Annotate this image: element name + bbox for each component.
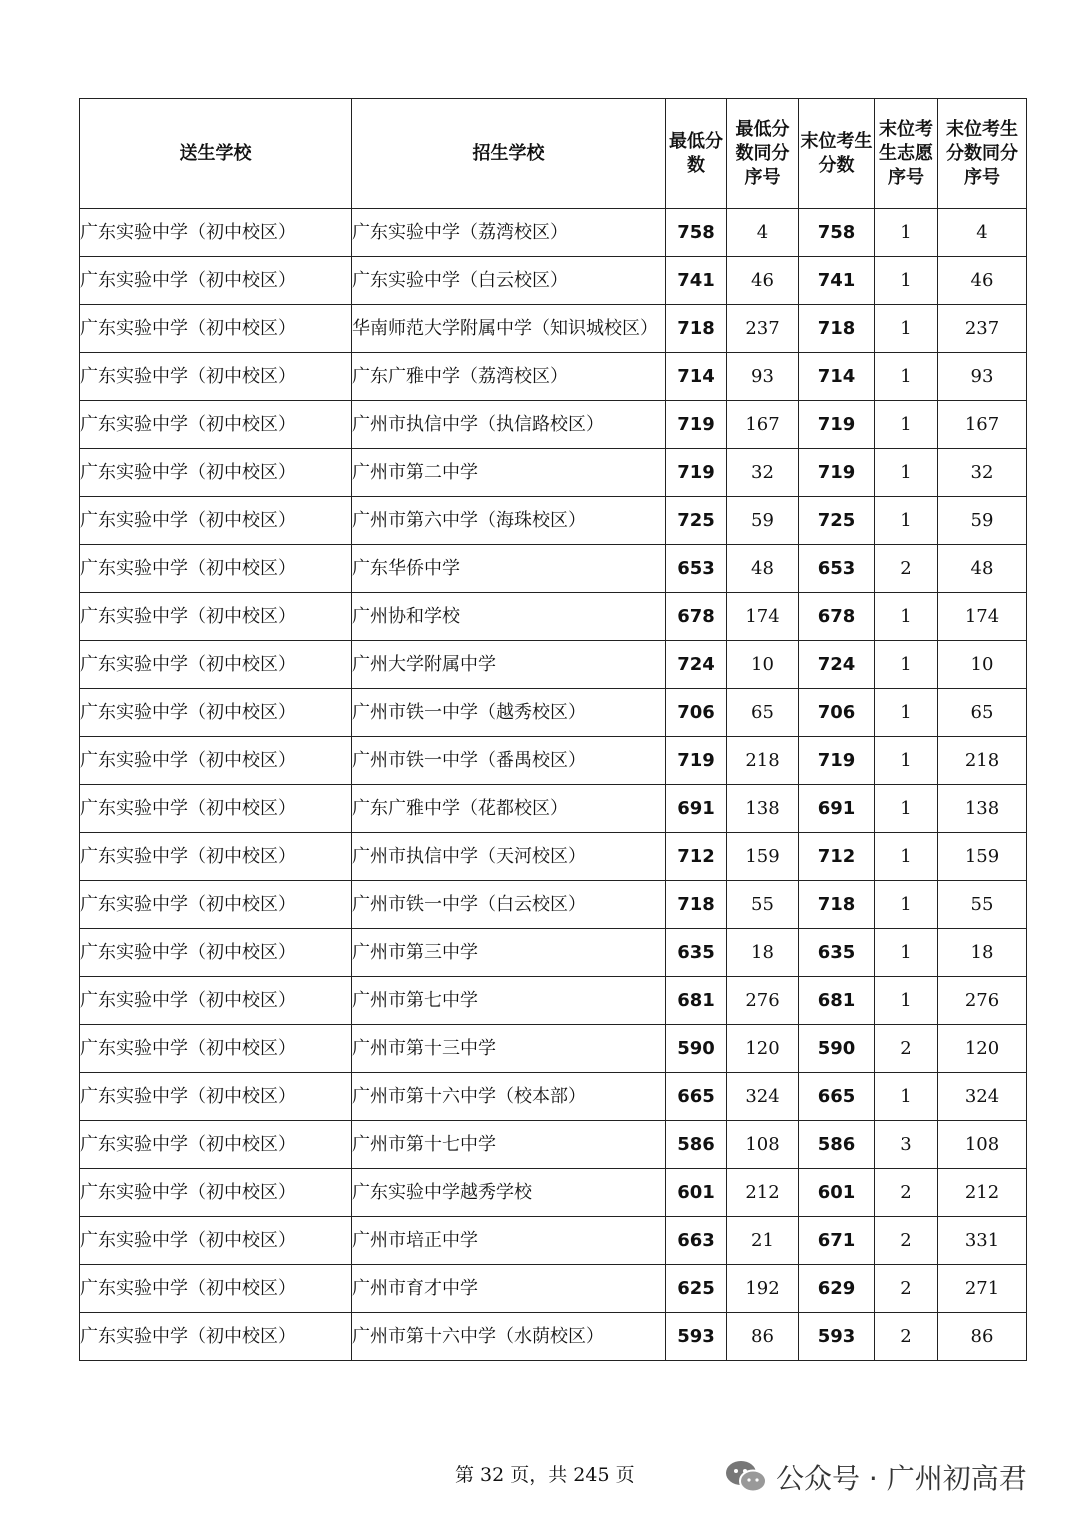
table-row [80,641,1027,689]
table-row [80,1073,1027,1121]
last-score-rank-cell: 331 [938,1217,1027,1265]
header-sending-school: 送生学校 [80,99,352,209]
min-score-rank-cell: 212 [727,1169,799,1217]
last-choice-cell: 1 [875,257,938,305]
last-score-cell: 635 [799,929,875,977]
min-score-rank-cell: 167 [727,401,799,449]
min-score-rank-cell: 59 [727,497,799,545]
last-score-rank-cell: 159 [938,833,1027,881]
sending-school-cell: 广东实验中学（初中校区） [80,929,352,977]
table-row [80,497,1027,545]
last-choice-cell: 1 [875,209,938,257]
last-score-rank-cell: 276 [938,977,1027,1025]
min-score-rank-cell: 192 [727,1265,799,1313]
admitting-school-cell: 华南师范大学附属中学（知识城校区） [352,305,666,353]
wechat-icon [724,1459,768,1495]
last-score-rank-cell: 48 [938,545,1027,593]
header-min-score-rank: 最低分数同分序号 [727,99,799,209]
table-row [80,1217,1027,1265]
sending-school-cell: 广东实验中学（初中校区） [80,449,352,497]
min-score-rank-cell: 10 [727,641,799,689]
table-row [80,785,1027,833]
header-admitting-school: 招生学校 [352,99,666,209]
admitting-school-cell: 广州大学附属中学 [352,641,666,689]
min-score-rank-cell: 93 [727,353,799,401]
min-score-cell: 586 [666,1121,727,1169]
last-score-cell: 719 [799,401,875,449]
last-score-cell: 718 [799,881,875,929]
last-score-cell: 719 [799,737,875,785]
min-score-rank-cell: 108 [727,1121,799,1169]
table-row [80,689,1027,737]
last-score-rank-cell: 324 [938,1073,1027,1121]
min-score-cell: 665 [666,1073,727,1121]
sending-school-cell: 广东实验中学（初中校区） [80,1217,352,1265]
admitting-school-cell: 广州协和学校 [352,593,666,641]
sending-school-cell: 广东实验中学（初中校区） [80,545,352,593]
min-score-rank-cell: 18 [727,929,799,977]
sending-school-cell: 广东实验中学（初中校区） [80,497,352,545]
min-score-rank-cell: 120 [727,1025,799,1073]
header-last-choice: 末位考生志愿序号 [875,99,938,209]
last-score-rank-cell: 18 [938,929,1027,977]
last-score-cell: 653 [799,545,875,593]
last-score-rank-cell: 167 [938,401,1027,449]
last-choice-cell: 1 [875,305,938,353]
last-score-rank-cell: 237 [938,305,1027,353]
admitting-school-cell: 广州市第六中学（海珠校区） [352,497,666,545]
sending-school-cell: 广东实验中学（初中校区） [80,689,352,737]
min-score-cell: 590 [666,1025,727,1073]
table-row [80,209,1027,257]
admitting-school-cell: 广州市第十七中学 [352,1121,666,1169]
min-score-rank-cell: 159 [727,833,799,881]
sending-school-cell: 广东实验中学（初中校区） [80,1121,352,1169]
table-row [80,305,1027,353]
last-score-rank-cell: 10 [938,641,1027,689]
min-score-cell: 725 [666,497,727,545]
last-choice-cell: 1 [875,401,938,449]
last-score-rank-cell: 120 [938,1025,1027,1073]
last-choice-cell: 2 [875,1169,938,1217]
admitting-school-cell: 广州市执信中学（执信路校区） [352,401,666,449]
table-row [80,929,1027,977]
min-score-cell: 706 [666,689,727,737]
min-score-cell: 601 [666,1169,727,1217]
last-score-rank-cell: 138 [938,785,1027,833]
last-choice-cell: 1 [875,881,938,929]
last-choice-cell: 1 [875,833,938,881]
last-choice-cell: 1 [875,737,938,785]
sending-school-cell: 广东实验中学（初中校区） [80,1313,352,1361]
table-row [80,257,1027,305]
last-choice-cell: 1 [875,449,938,497]
last-choice-cell: 1 [875,353,938,401]
last-choice-cell: 1 [875,1073,938,1121]
min-score-cell: 625 [666,1265,727,1313]
last-score-cell: 719 [799,449,875,497]
min-score-cell: 718 [666,881,727,929]
min-score-rank-cell: 218 [727,737,799,785]
table-row [80,977,1027,1025]
min-score-cell: 712 [666,833,727,881]
admitting-school-cell: 广州市第二中学 [352,449,666,497]
last-score-cell: 586 [799,1121,875,1169]
min-score-rank-cell: 32 [727,449,799,497]
min-score-rank-cell: 55 [727,881,799,929]
admitting-school-cell: 广东广雅中学（荔湾校区） [352,353,666,401]
admitting-school-cell: 广州市第十六中学（校本部） [352,1073,666,1121]
min-score-cell: 718 [666,305,727,353]
last-score-cell: 724 [799,641,875,689]
table-row [80,833,1027,881]
sending-school-cell: 广东实验中学（初中校区） [80,881,352,929]
min-score-cell: 678 [666,593,727,641]
last-score-cell: 671 [799,1217,875,1265]
admitting-school-cell: 广东实验中学越秀学校 [352,1169,666,1217]
watermark-text: 公众号 · 广州初高君 [776,1462,1027,1495]
sending-school-cell: 广东实验中学（初中校区） [80,353,352,401]
admitting-school-cell: 广州市铁一中学（白云校区） [352,881,666,929]
last-score-cell: 665 [799,1073,875,1121]
last-choice-cell: 2 [875,545,938,593]
last-score-cell: 601 [799,1169,875,1217]
last-choice-cell: 1 [875,689,938,737]
admitting-school-cell: 广州市第十六中学（水荫校区） [352,1313,666,1361]
sending-school-cell: 广东实验中学（初中校区） [80,305,352,353]
last-score-rank-cell: 218 [938,737,1027,785]
sending-school-cell: 广东实验中学（初中校区） [80,833,352,881]
last-score-rank-cell: 174 [938,593,1027,641]
sending-school-cell: 广东实验中学（初中校区） [80,1025,352,1073]
admission-score-table [79,98,1027,1361]
min-score-cell: 724 [666,641,727,689]
table-row [80,593,1027,641]
table-row [80,545,1027,593]
min-score-cell: 663 [666,1217,727,1265]
last-choice-cell: 1 [875,977,938,1025]
min-score-cell: 719 [666,449,727,497]
min-score-rank-cell: 324 [727,1073,799,1121]
admitting-school-cell: 广州市铁一中学（越秀校区） [352,689,666,737]
admitting-school-cell: 广州市第七中学 [352,977,666,1025]
min-score-rank-cell: 4 [727,209,799,257]
last-score-cell: 593 [799,1313,875,1361]
table-header-row [80,99,1027,209]
last-score-cell: 681 [799,977,875,1025]
min-score-rank-cell: 237 [727,305,799,353]
last-choice-cell: 1 [875,929,938,977]
admitting-school-cell: 广州市培正中学 [352,1217,666,1265]
last-score-cell: 741 [799,257,875,305]
last-score-cell: 706 [799,689,875,737]
last-score-rank-cell: 108 [938,1121,1027,1169]
table-row [80,737,1027,785]
min-score-rank-cell: 65 [727,689,799,737]
admitting-school-cell: 广东华侨中学 [352,545,666,593]
min-score-rank-cell: 276 [727,977,799,1025]
sending-school-cell: 广东实验中学（初中校区） [80,641,352,689]
table-row [80,1025,1027,1073]
last-score-cell: 718 [799,305,875,353]
last-score-cell: 691 [799,785,875,833]
sending-school-cell: 广东实验中学（初中校区） [80,209,352,257]
last-score-rank-cell: 65 [938,689,1027,737]
sending-school-cell: 广东实验中学（初中校区） [80,785,352,833]
page-number: 第 32 页，共 245 页 [455,1464,635,1486]
sending-school-cell: 广东实验中学（初中校区） [80,737,352,785]
last-choice-cell: 2 [875,1217,938,1265]
last-score-rank-cell: 55 [938,881,1027,929]
sending-school-cell: 广东实验中学（初中校区） [80,1265,352,1313]
last-score-cell: 678 [799,593,875,641]
last-score-cell: 712 [799,833,875,881]
last-score-cell: 725 [799,497,875,545]
sending-school-cell: 广东实验中学（初中校区） [80,977,352,1025]
min-score-cell: 593 [666,1313,727,1361]
admitting-school-cell: 广东实验中学（荔湾校区） [352,209,666,257]
min-score-cell: 741 [666,257,727,305]
admitting-school-cell: 广州市第三中学 [352,929,666,977]
sending-school-cell: 广东实验中学（初中校区） [80,257,352,305]
min-score-cell: 691 [666,785,727,833]
min-score-rank-cell: 48 [727,545,799,593]
sending-school-cell: 广东实验中学（初中校区） [80,1073,352,1121]
last-choice-cell: 2 [875,1025,938,1073]
table-row [80,1313,1027,1361]
last-choice-cell: 1 [875,785,938,833]
admitting-school-cell: 广州市铁一中学（番禺校区） [352,737,666,785]
admitting-school-cell: 广东广雅中学（花都校区） [352,785,666,833]
sending-school-cell: 广东实验中学（初中校区） [80,1169,352,1217]
table-row [80,881,1027,929]
admitting-school-cell: 广州市育才中学 [352,1265,666,1313]
last-choice-cell: 2 [875,1265,938,1313]
min-score-rank-cell: 86 [727,1313,799,1361]
min-score-rank-cell: 174 [727,593,799,641]
last-choice-cell: 2 [875,1313,938,1361]
header-last-score-rank: 末位考生分数同分序号 [938,99,1027,209]
table-row [80,1265,1027,1313]
table-row [80,1121,1027,1169]
last-score-rank-cell: 86 [938,1313,1027,1361]
last-score-rank-cell: 59 [938,497,1027,545]
table-row [80,449,1027,497]
last-choice-cell: 1 [875,641,938,689]
min-score-cell: 714 [666,353,727,401]
sending-school-cell: 广东实验中学（初中校区） [80,593,352,641]
sending-school-cell: 广东实验中学（初中校区） [80,401,352,449]
min-score-cell: 653 [666,545,727,593]
header-last-score: 末位考生分数 [799,99,875,209]
last-score-cell: 758 [799,209,875,257]
last-score-rank-cell: 46 [938,257,1027,305]
table-row [80,1169,1027,1217]
last-score-rank-cell: 4 [938,209,1027,257]
min-score-cell: 635 [666,929,727,977]
last-score-cell: 629 [799,1265,875,1313]
table-row [80,401,1027,449]
table-row [80,353,1027,401]
last-score-cell: 714 [799,353,875,401]
last-score-cell: 590 [799,1025,875,1073]
min-score-rank-cell: 21 [727,1217,799,1265]
min-score-cell: 719 [666,737,727,785]
last-choice-cell: 1 [875,497,938,545]
last-choice-cell: 1 [875,593,938,641]
last-score-rank-cell: 32 [938,449,1027,497]
admitting-school-cell: 广州市执信中学（天河校区） [352,833,666,881]
min-score-rank-cell: 46 [727,257,799,305]
watermark [724,1457,1027,1497]
last-score-rank-cell: 93 [938,353,1027,401]
header-min-score: 最低分数 [666,99,727,209]
last-score-rank-cell: 212 [938,1169,1027,1217]
last-score-rank-cell: 271 [938,1265,1027,1313]
last-choice-cell: 3 [875,1121,938,1169]
min-score-cell: 758 [666,209,727,257]
min-score-cell: 719 [666,401,727,449]
admitting-school-cell: 广州市第十三中学 [352,1025,666,1073]
min-score-rank-cell: 138 [727,785,799,833]
min-score-cell: 681 [666,977,727,1025]
admitting-school-cell: 广东实验中学（白云校区） [352,257,666,305]
